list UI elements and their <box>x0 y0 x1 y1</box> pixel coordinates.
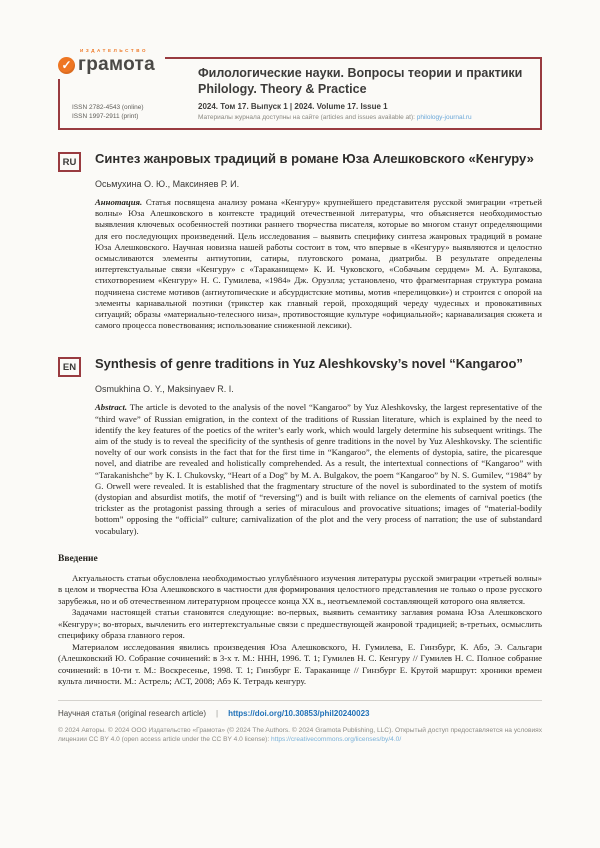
copyright-text: © 2024 Авторы. © 2024 ООО Издательство «Грамота» (© 2024 The Authors. © 2024 Gramota Publishing, LLC). Открытый доступ предоставляется на условиях лицензии CC BY 4.0 (open access article under the CC BY 4.0 license): <box>58 726 542 744</box>
copyright-line <box>58 726 542 744</box>
publisher-tagline: ИЗДАТЕЛЬСТВО <box>80 48 149 53</box>
abstract-ru <box>95 197 542 331</box>
article-section-ru <box>58 151 542 331</box>
journal-title-en: Philology. Theory & Practice <box>198 81 367 96</box>
footer-meta-line <box>58 709 542 718</box>
availability-text: Материалы журнала доступны на сайте (articles and issues available at): <box>198 113 417 121</box>
article-section-en <box>58 356 542 536</box>
journal-title-ru: Филологические науки. Вопросы теории и практики <box>198 66 523 80</box>
journal-header <box>58 48 542 130</box>
abstract-en <box>95 402 542 536</box>
availability-line <box>198 114 532 121</box>
issn-online: ISSN 2782-4543 (online) <box>72 104 144 111</box>
abstract-label-en: Abstract. <box>95 402 128 413</box>
authors-en: Osmukhina O. Y., Maksinyaev R. I. <box>95 384 234 395</box>
abstract-text-ru: Статья посвящена анализу романа «Кенгуру» крупнейшего представителя русской эмиграции «третьей волны» Юза Алешковского в контексте традиций отечественной литературы, что объясняется необходимостью выявления ключевых особенностей поэтики раннего творчества писателя, которые во многом станут определяющими для его последующих произведений. Цель исследования – выявить специфику синтеза жанровых традиций в романе Юза Алешковского. Научная новизна нашей работы состоит в том, что впервые в «Кенгуру» выявляются и целостно осмысливаются элементы антиутопии, сатиры, плутовского романа, диатрибы. В результате определены интертекстуальные связи «Кенгуру» с «Тараканищем» К. И. Чуковского, «Собачьим сердцем» М. А. Булгакова, стихотворением «Кенгуру» Н. С. Гумилева, «1984» Дж. Оруэлла; установлено, что фрагментарная структура романа подчинена системе мотивов (антиутопические и абсурдистские мотивы, мотив «перелицовки») и строится с опорой на элементы карнавальной поэтики (трикстер как главный герой, проходящий череду чудесных и провокативных ситуаций; образы «материально-телесного низа», противостоящие культуре «официальной»; карнавализация сюжета и самого процесса повествования; использование сниженной лексики). <box>95 197 542 331</box>
article-title-ru: Синтез жанровых традиций в романе Юза Алешковского «Кенгуру» <box>95 151 534 166</box>
lang-badge-en: EN <box>58 357 81 377</box>
intro-paragraph: Актуальность статьи обусловлена необходимостью углублённого изучения литературы русской эмиграции «третьей волны» в целом и творчества Юза Алешковского в частности для формирования целостного представления не только о прозе русского зарубежья, но и об отечественном литературном процессе конца XX в., неотъемлемой составляющей которого она является. <box>58 572 542 606</box>
article-title-en: Synthesis of genre traditions in Yuz Aleshkovsky’s novel “Kangaroo” <box>95 356 523 372</box>
issue-line: 2024. Том 17. Выпуск 1 | 2024. Volume 17. Issue 1 <box>198 102 388 111</box>
authors-ru: Осьмухина О. Ю., Максиняев Р. И. <box>95 179 240 189</box>
footer-divider <box>58 700 542 701</box>
introduction-heading: Введение <box>58 553 98 564</box>
intro-paragraph: Задачами настоящей статьи становятся следующие: во-первых, выявить семантику заглавия романа Юза Алешковского «Кенгуру»; во-вторых, вычленить его интертекстуальные связи с предшествующей жанровой традицией; в-третьих, осмыслить специфику образа главного героя. <box>58 607 542 641</box>
article-type-label: Научная статья (original research article) <box>58 708 206 718</box>
gramota-check-icon: ✓ <box>58 57 75 74</box>
intro-paragraph: Материалом исследования явились произведения Юза Алешковского, Н. Гумилева, Е. Гинзбург, К. Абэ, Э. Сальгари (Алешковский Ю. Собрание сочинений: в 3-х т. М.: ННН, 1996. Т. 1; Гумилев Н. С. Кенгуру // Гумилев Н. С. Полное собрание сочинений: в 10-ти т. М.: Воскресенье, 1998. Т. 1; Гинзбург Е. Тараканище // Гинзбург Е. Крутой маршрут: хроники времен культа личности. М.: Астрель; АСТ, 2008; Абэ К. Тетрадь кенгуру. <box>58 641 542 687</box>
abstract-label-ru: Аннотация. <box>95 197 143 207</box>
journal-site-link[interactable]: philology-journal.ru <box>416 113 472 121</box>
license-link[interactable]: https://creativecommons.org/licenses/by/4.0/ <box>271 736 402 744</box>
abstract-text-en: The article is devoted to the analysis of the novel “Kangaroo” by Yuz Aleshkovsky, the largest representative of the “third wave” of Russian emigration, in the context of the traditions of Russian literature, which is explained by the need to identify the key features of the poetics of the writer’s early work, which would largely determine his subsequent writings. The aim of the study is to reveal the specificity of the synthesis of genre traditions in the novel by Yuz Aleshkovsky. The scientific novelty of our work consists in the fact that for the first time in “Kangaroo”, the elements of dystopia, satire, the picaresque novel, and diatribe are revealed and holistically comprehended. As a result, the intertextual connections of “Kangaroo” with “Tarakanishche” by K. I. Chukovsky, “Heart of a Dog” by M. A. Bulgakov, the poem “Kangaroo” by N. S. Gumilev, “1984” by G. Orwell were revealed. It is established that the fragmentary structure of the novel is subordinated to the system of motifs (dystopian and absurdist motifs, the motif of “reversing”) and is built with reliance on the elements of carnival poetics (the trickster as the protagonist passing through a series of miraculous and provocative situations; images of “material-bodily bottom” opposing the “official” culture; carnivalization of the plot and the very process of narration; the use of substandard vocabulary). <box>95 402 542 536</box>
issn-print: ISSN 1997-2911 (print) <box>72 113 139 120</box>
issn-block <box>72 103 144 121</box>
gramota-logo <box>54 46 165 79</box>
doi-link[interactable]: https://doi.org/10.30853/phil20240023 <box>228 708 370 718</box>
gramota-brand-text: грамота <box>78 54 155 75</box>
lang-badge-ru: RU <box>58 152 81 172</box>
introduction-section <box>58 554 542 688</box>
footer-separator: | <box>216 708 219 718</box>
